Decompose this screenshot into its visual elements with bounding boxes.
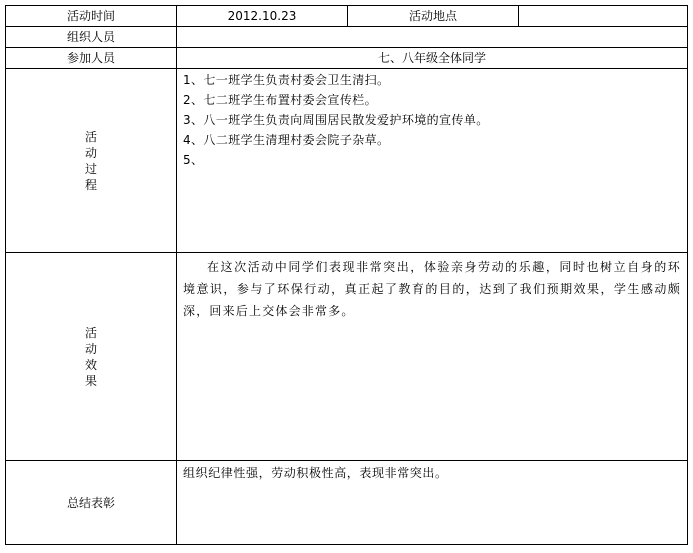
row-summary bbox=[6, 461, 688, 545]
row-effect bbox=[6, 253, 688, 461]
row-time bbox=[6, 6, 688, 27]
process-item: 4、八二班学生清理村委会院子杂草。 bbox=[183, 133, 390, 147]
label-process-char: 过 bbox=[84, 161, 97, 176]
label-activity-time: 活动时间 bbox=[6, 6, 177, 27]
effect-text-cell bbox=[177, 253, 688, 461]
row-organizer bbox=[6, 27, 688, 48]
label-effect bbox=[6, 253, 177, 461]
activity-record-table bbox=[5, 5, 688, 545]
process-item: 1、七一班学生负责村委会卫生清扫。 bbox=[183, 73, 390, 87]
label-participants: 参加人员 bbox=[6, 48, 177, 69]
label-process bbox=[6, 69, 177, 253]
label-effect-char: 活 bbox=[84, 325, 97, 340]
label-process-char: 动 bbox=[84, 145, 97, 160]
label-process-char: 活 bbox=[84, 129, 97, 144]
process-list bbox=[177, 69, 688, 253]
process-item: 3、八一班学生负责向周围居民散发爱护环境的宣传单。 bbox=[183, 113, 489, 127]
value-activity-time: 2012.10.23 bbox=[177, 6, 348, 27]
process-item: 5、 bbox=[183, 153, 204, 167]
value-organizer bbox=[177, 27, 688, 48]
row-process bbox=[6, 69, 688, 253]
label-activity-location: 活动地点 bbox=[348, 6, 519, 27]
row-participants bbox=[6, 48, 688, 69]
label-summary: 总结表彰 bbox=[6, 461, 177, 545]
effect-paragraph: 在这次活动中同学们表现非常突出，体验亲身劳动的乐趣，同时也树立自身的环境意识，参与了环保行动，真正起了教育的目的，达到了我们预期效果，学生感动颇深，回来后上交体会非常多。 bbox=[183, 260, 681, 318]
label-process-char: 程 bbox=[84, 177, 97, 192]
value-activity-location bbox=[519, 6, 688, 27]
summary-text: 组织纪律性强，劳动积极性高，表现非常突出。 bbox=[177, 461, 688, 545]
label-organizer: 组织人员 bbox=[6, 27, 177, 48]
label-effect-char: 果 bbox=[84, 373, 97, 388]
process-item: 2、七二班学生布置村委会宣传栏。 bbox=[183, 93, 378, 107]
value-participants: 七、八年级全体同学 bbox=[177, 48, 688, 69]
label-effect-char: 动 bbox=[84, 341, 97, 356]
label-effect-char: 效 bbox=[84, 357, 97, 372]
